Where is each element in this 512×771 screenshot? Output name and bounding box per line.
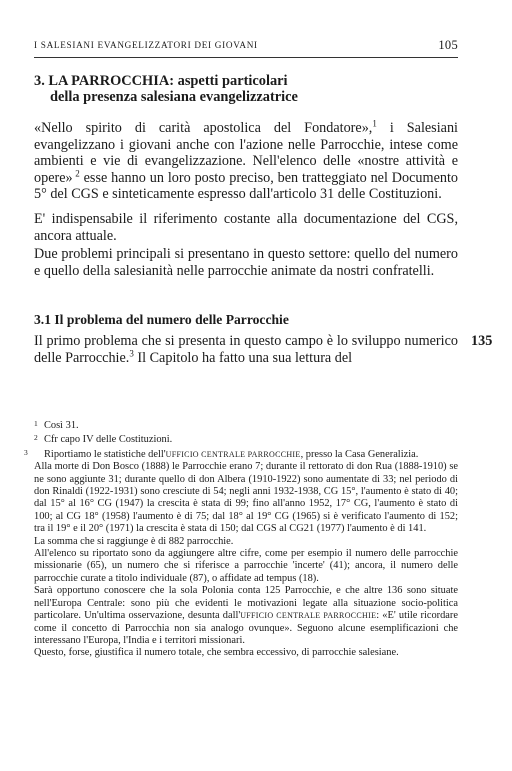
paragraph-2: E' indispensabile il riferimento costante alla documentazione del CGS, ancora attuale. <box>34 211 458 244</box>
section-heading-line1: 3. LA PARROCCHIA: aspetti particolari <box>34 73 288 89</box>
section-heading-line2: della presenza salesiana evangelizzatrice <box>50 89 298 105</box>
running-head-title: I SALESIANI EVANGELIZZATORI DEI GIOVANI <box>34 40 258 50</box>
footnote-3 <box>24 447 458 461</box>
footnote-3-text-b: , presso la Casa Generalizia. <box>300 448 419 460</box>
footnote-1-number: 1 <box>34 419 38 428</box>
section-heading <box>34 73 458 105</box>
paragraph-3: Due problemi principali si presentano in questo settore: quello del numero e quello della salesianità nelle parrocchie animate da nostri confratelli. <box>34 246 458 279</box>
footnote-para-5: Questo, forse, giustifica il numero totale, che sembra eccessivo, di parrocchie salesiane. <box>34 647 399 659</box>
footnote-3-office: UFFICIO CENTRALE PARROCCHIE <box>165 449 301 459</box>
footnote-para-3: All'elenco su riportato sono da aggiungere altre cifre, come per esempio il numero delle parrocchie missionarie (65), un numero che si riferisce a parrocchie 'incerte' (41); ancora, il numero delle parrocchie curate a titolo individuale (87), o affidate ad tempus (18). <box>34 548 458 584</box>
footnote-3-text-a: Riportiamo le statistiche dell' <box>44 448 166 460</box>
header-rule <box>34 57 458 58</box>
paragraph-1-text-c: esse hanno un loro posto preciso, ben tratteggiato nel Documento 5° del CGS e sinteticamente espresso dall'articolo 31 delle Costituzioni. <box>34 169 458 202</box>
margin-number: 135 <box>471 333 493 349</box>
footnote-1-text: Così 31. <box>44 420 79 431</box>
paragraph-4-text-a: Il primo problema che si presenta in questo campo è lo sviluppo numerico delle Parrocchie. <box>34 333 458 366</box>
footnote-ref-1: 1 <box>372 118 377 129</box>
paragraph-4-text-b: Il Capitolo ha fatto una sua lettura del <box>133 349 353 366</box>
paragraph-1 <box>34 120 458 203</box>
footnote-2 <box>34 432 458 446</box>
footnotes <box>24 418 458 660</box>
footnote-para-4-text-a: Sarà opportuno conoscere che la sola Polonia conta 125 Parrocchie, e che altre 136 sono situate nell'Europa Centrale: sono più che evidenti le motivazioni legate alla situazione socio-politica particolare. Un'ultima osservazione, desunta dall' <box>34 585 458 622</box>
footnote-para-4 <box>34 585 458 647</box>
page-number: 105 <box>438 38 458 52</box>
footnote-ref-2: 2 <box>72 167 80 178</box>
running-head <box>34 40 458 56</box>
paragraph-1-text-b: i Salesiani evangelizzano i giovani anche con l'azione nelle Parrocchie, intese come ambienti e vie di evangelizzazione. Nell'elenco delle «nostre attività e opere» <box>34 120 458 186</box>
footnote-1 <box>34 418 458 432</box>
paragraph-4 <box>34 333 458 366</box>
footnote-para-4-office: UFFICIO CENTRALE PARROCCHIE <box>240 611 377 621</box>
paragraph-1-text-a: «Nello spirito di carità apostolica del Fondatore», <box>34 120 373 136</box>
footnote-2-number: 2 <box>34 433 38 443</box>
footnote-ref-3: 3 <box>129 347 134 358</box>
footnote-para-1: Alla morte di Don Bosco (1888) le Parrocchie erano 7; durante il rettorato di don Rua (1888-1910) se ne sono aggiunte 31; durante quello di don Albera (1910-1922) sono aumentate di 33; nel periodo di don Rinaldi (1922-1931) sono cresciute di 54; negli anni 1932-1938, CG 15°, l'aumento è stato di 40; dal 15° al 16° CG (1947) la crescita è stata di 99; fino all'anno 1952, 17° CG, l'aumento è stato di 100; al CG 18° (1958) l'aumento è di 75; dal 18° al 19° CG (1965) si è verificato l'aumento di 152; tra il 19° e il 20° (1971) la crescita è stata di 150; dal CGS al CG21 (1977) l'aumento è di 141. <box>34 461 458 535</box>
footnote-2-text: Cfr capo IV delle Costituzioni. <box>44 434 173 446</box>
footnote-3-number: 3 <box>24 447 28 457</box>
footnote-para-2: La somma che si raggiunge è di 882 parrocchie. <box>34 535 234 547</box>
footnote-para-4-text-b: : «E' utile ricordare come il concetto di Parrocchia non sia analogo ovunque». Seguono alcune esemplificazioni che interessano l'Europa, l'India e i territori missionari. <box>34 610 458 646</box>
subsection-heading: 3.1 Il problema del numero delle Parrocchie <box>34 312 289 327</box>
